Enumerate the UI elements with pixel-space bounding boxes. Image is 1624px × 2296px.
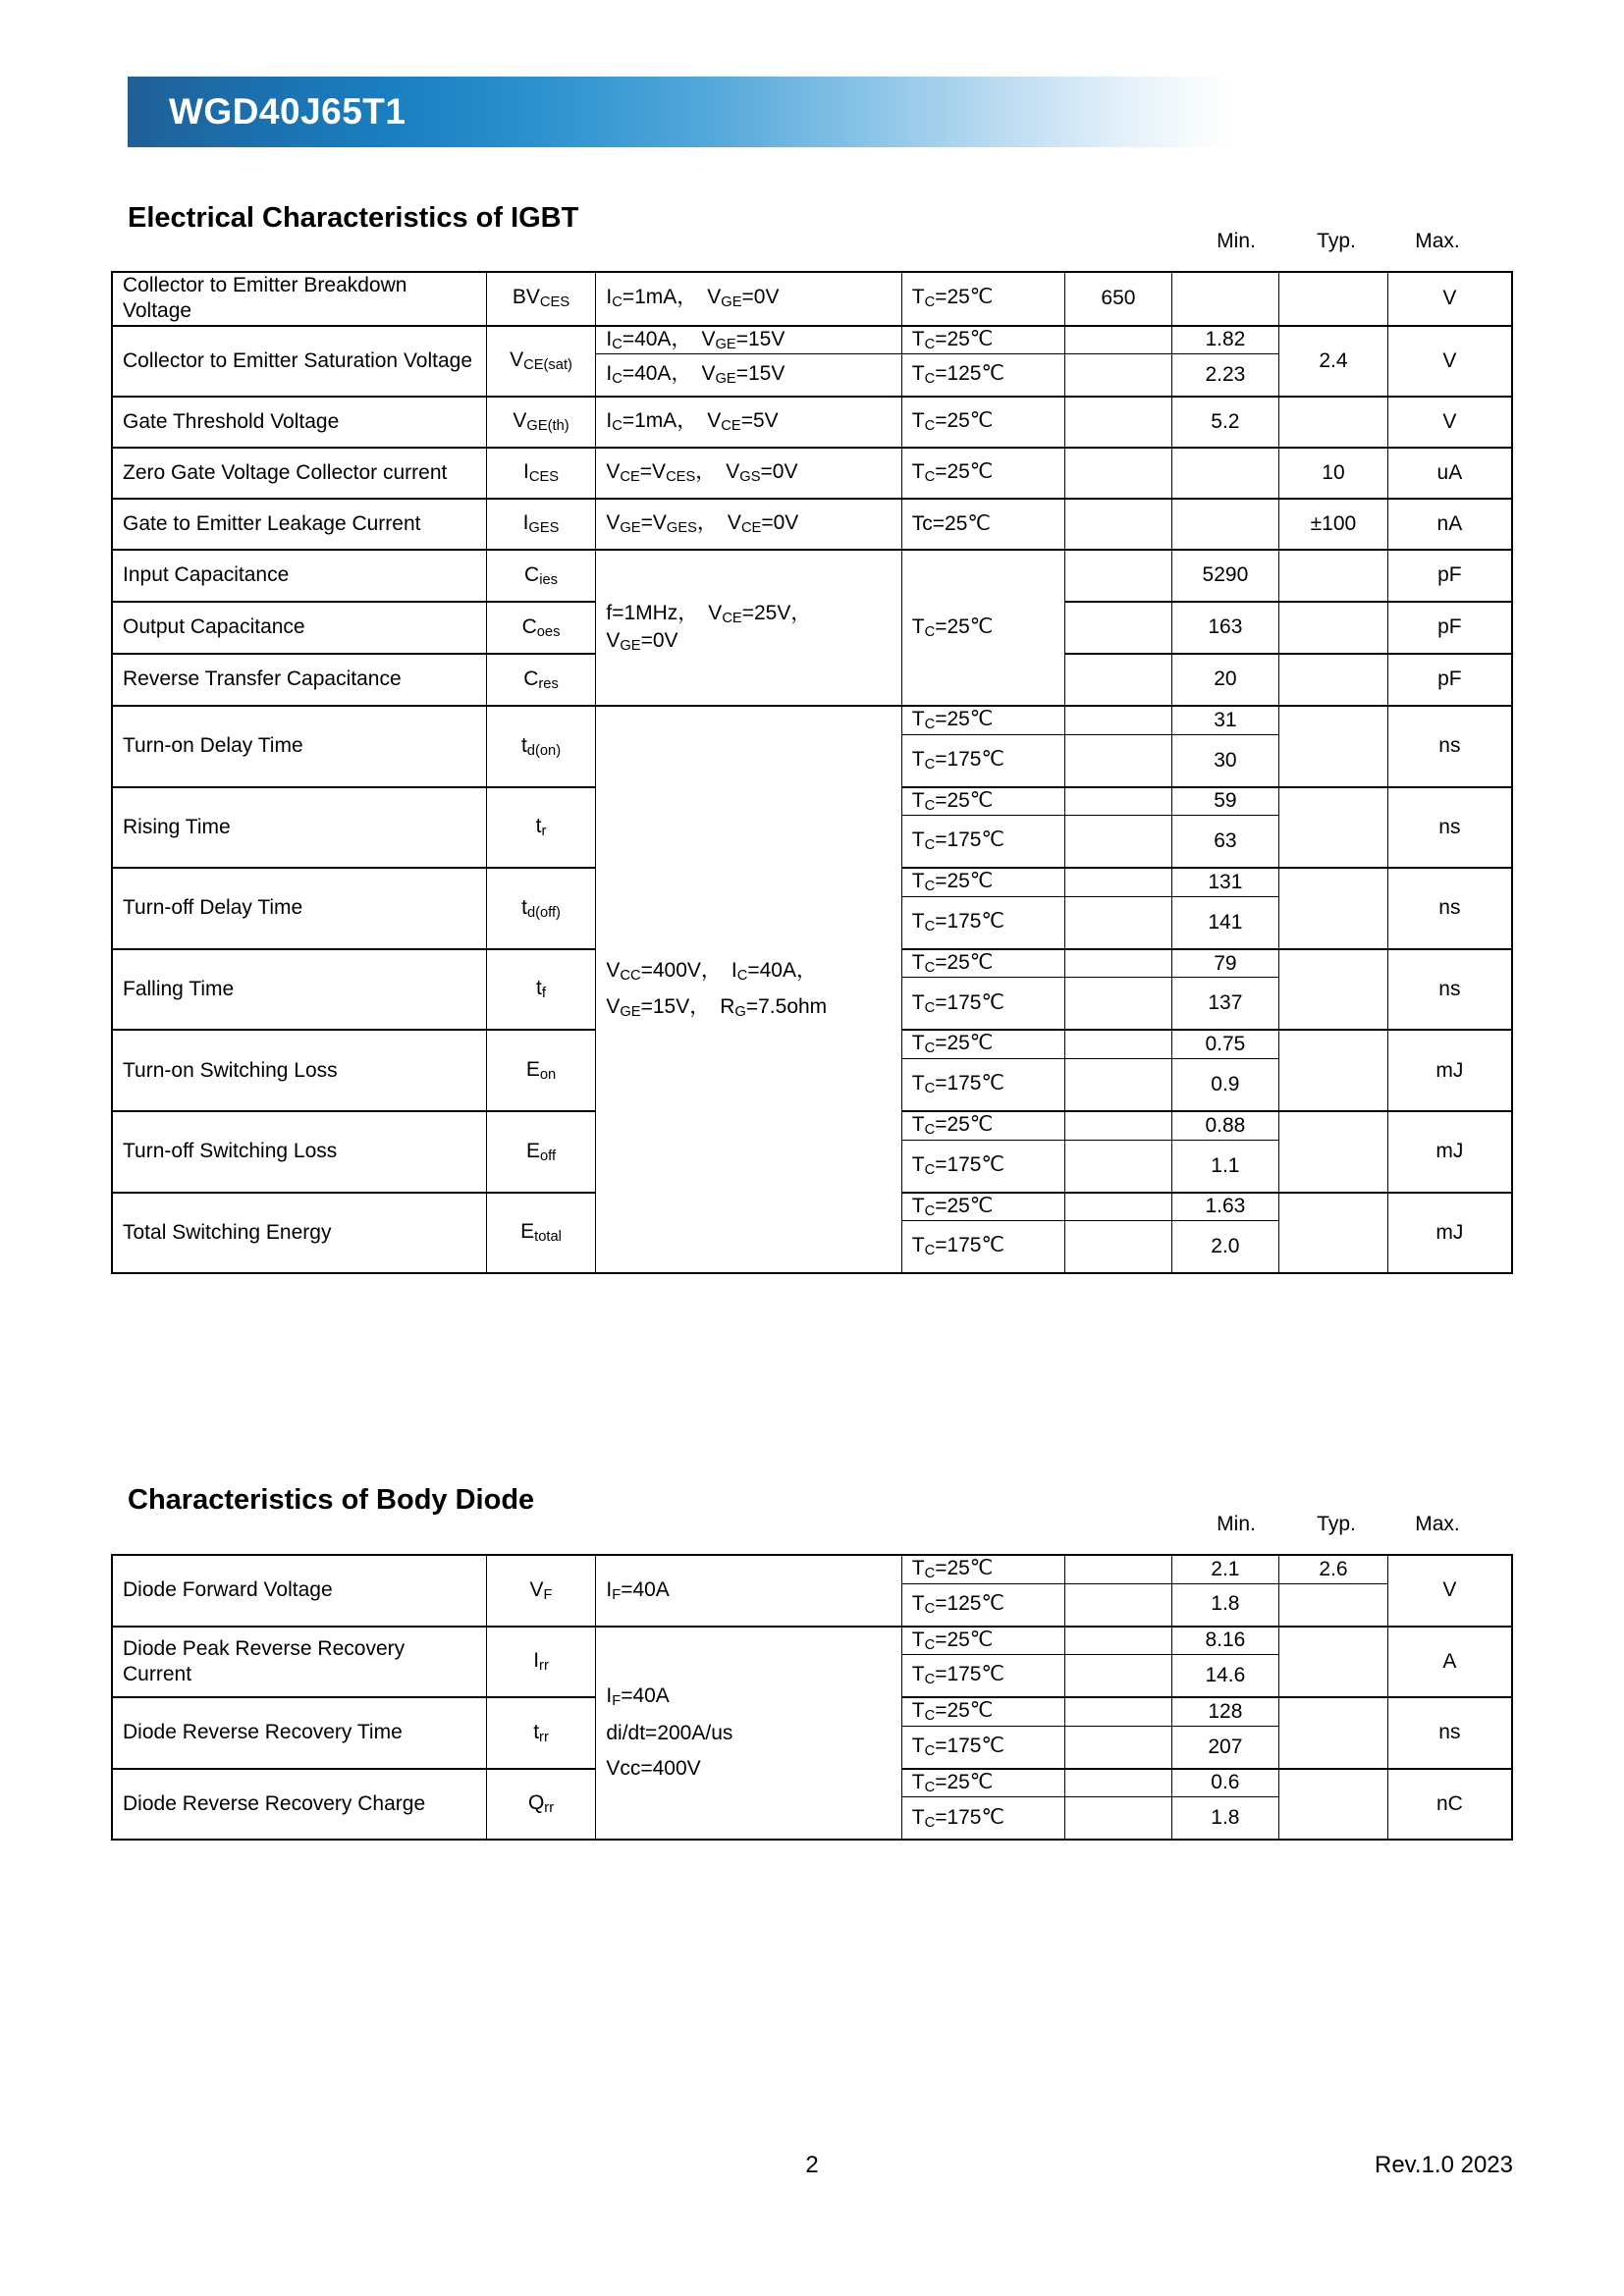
test-temperature: $T_C=25℃$	[901, 1111, 1064, 1140]
value-min	[1065, 1059, 1171, 1112]
param-symbol: $E_{off}$	[486, 1111, 596, 1193]
revision-label: Rev.1.0 2023	[1375, 2152, 1513, 2178]
value-unit: ns	[1387, 787, 1512, 869]
test-condition: $I_F=40A$ di/dt=200A/us Vcc=400V	[596, 1627, 901, 1841]
value-typ: 2.23	[1171, 354, 1279, 398]
section-heading-body-diode: Characteristics of Body Diode	[128, 1484, 535, 1516]
value-unit: ns	[1387, 706, 1512, 787]
value-unit: mJ	[1387, 1193, 1512, 1274]
test-condition: $I_C=40A$， $V_{GE}=15V$	[596, 354, 901, 398]
value-typ	[1171, 448, 1279, 499]
param-name: Diode Reverse Recovery Charge	[112, 1769, 486, 1841]
param-symbol: $C_{oes}$	[486, 602, 596, 654]
value-min	[1065, 1697, 1171, 1726]
value-min	[1065, 1221, 1171, 1274]
label-min: Min.	[1217, 230, 1256, 252]
table-row	[112, 706, 1512, 734]
value-max	[1279, 1193, 1388, 1274]
value-min	[1065, 448, 1171, 499]
param-name: Collector to Emitter Breakdown Voltage	[112, 272, 486, 326]
value-typ: 2.0	[1171, 1221, 1279, 1274]
value-unit: pF	[1387, 550, 1512, 602]
value-max	[1279, 397, 1388, 448]
value-typ: 30	[1171, 734, 1279, 787]
test-condition: $I_C=1mA$， $V_{GE}=0V$	[596, 272, 901, 326]
value-max	[1279, 1111, 1388, 1193]
value-typ	[1171, 272, 1279, 326]
label-typ: Typ.	[1317, 1513, 1356, 1535]
value-typ: 1.82	[1171, 326, 1279, 354]
value-max: 2.4	[1279, 326, 1388, 398]
value-min	[1065, 1030, 1171, 1058]
value-min	[1065, 734, 1171, 787]
value-typ: 59	[1171, 787, 1279, 816]
diode-column-labels	[0, 1513, 1624, 1542]
test-temperature: $T_C=125℃$	[901, 1583, 1064, 1627]
value-max: 2.6	[1279, 1555, 1388, 1583]
value-unit: pF	[1387, 602, 1512, 654]
value-typ: 1.8	[1171, 1797, 1279, 1841]
value-typ: 0.9	[1171, 1059, 1279, 1112]
value-min	[1065, 326, 1171, 354]
value-max	[1279, 787, 1388, 869]
param-symbol: $I_{CES}$	[486, 448, 596, 499]
value-unit: ns	[1387, 868, 1512, 949]
table-row	[112, 550, 1512, 602]
value-unit: ns	[1387, 949, 1512, 1031]
value-min	[1065, 1555, 1171, 1583]
value-min	[1065, 949, 1171, 978]
table-row	[112, 1555, 1512, 1583]
value-min: 650	[1065, 272, 1171, 326]
label-min: Min.	[1217, 1513, 1256, 1535]
igbt-column-labels	[0, 230, 1624, 259]
value-max: ±100	[1279, 499, 1388, 550]
value-typ: 141	[1171, 896, 1279, 949]
test-temperature: $T_C=25℃$	[901, 397, 1064, 448]
value-typ: 1.1	[1171, 1140, 1279, 1193]
part-number-title: WGD40J65T1	[169, 91, 406, 132]
test-temperature: $T_C=175℃$	[901, 816, 1064, 869]
param-name: Total Switching Energy	[112, 1193, 486, 1274]
value-min	[1065, 602, 1171, 654]
test-condition: $I_C=40A$， $V_{GE}=15V$	[596, 326, 901, 354]
table-row	[112, 326, 1512, 354]
param-symbol: $E_{total}$	[486, 1193, 596, 1274]
value-min	[1065, 1111, 1171, 1140]
value-max: 10	[1279, 448, 1388, 499]
test-temperature: $T_C=175℃$	[901, 1140, 1064, 1193]
param-symbol: $Q_{rr}$	[486, 1769, 596, 1841]
body-diode-characteristics-table	[111, 1554, 1513, 1841]
test-temperature: Tc=25℃	[901, 499, 1064, 550]
value-typ: 5290	[1171, 550, 1279, 602]
value-typ: 207	[1171, 1726, 1279, 1769]
param-name: Turn-on Delay Time	[112, 706, 486, 787]
test-temperature: $T_C=175℃$	[901, 978, 1064, 1031]
value-unit: A	[1387, 1627, 1512, 1698]
test-temperature: $T_C=25℃$	[901, 1193, 1064, 1221]
value-min	[1065, 354, 1171, 398]
param-name: Input Capacitance	[112, 550, 486, 602]
value-typ	[1171, 499, 1279, 550]
test-condition: $I_F=40A$	[596, 1555, 901, 1627]
table-row	[112, 1627, 1512, 1655]
param-name: Rising Time	[112, 787, 486, 869]
value-typ: 137	[1171, 978, 1279, 1031]
value-typ: 0.75	[1171, 1030, 1279, 1058]
value-typ: 0.88	[1171, 1111, 1279, 1140]
value-unit: mJ	[1387, 1030, 1512, 1111]
igbt-characteristics-table	[111, 271, 1513, 1274]
value-min	[1065, 499, 1171, 550]
param-symbol: $I_{GES}$	[486, 499, 596, 550]
param-symbol: $BV_{CES}$	[486, 272, 596, 326]
test-temperature: $T_C=175℃$	[901, 1797, 1064, 1841]
param-name: Reverse Transfer Capacitance	[112, 654, 486, 706]
param-symbol: $V_F$	[486, 1555, 596, 1627]
param-symbol: $C_{ies}$	[486, 550, 596, 602]
value-typ: 79	[1171, 949, 1279, 978]
test-temperature: $T_C=25℃$	[901, 550, 1064, 706]
value-typ: 63	[1171, 816, 1279, 869]
test-temperature: $T_C=175℃$	[901, 1221, 1064, 1274]
param-name: Turn-off Delay Time	[112, 868, 486, 949]
test-condition: $I_C=1mA$， $V_{CE}=5V$	[596, 397, 901, 448]
test-temperature: $T_C=25℃$	[901, 868, 1064, 896]
value-min	[1065, 1627, 1171, 1655]
value-typ: 1.8	[1171, 1583, 1279, 1627]
value-min	[1065, 1769, 1171, 1797]
value-max	[1279, 550, 1388, 602]
value-typ: 5.2	[1171, 397, 1279, 448]
param-symbol: $t_{rr}$	[486, 1697, 596, 1769]
value-min	[1065, 1797, 1171, 1841]
value-unit: V	[1387, 272, 1512, 326]
test-temperature: $T_C=175℃$	[901, 734, 1064, 787]
value-min	[1065, 787, 1171, 816]
value-unit: uA	[1387, 448, 1512, 499]
value-unit: nA	[1387, 499, 1512, 550]
value-min	[1065, 1193, 1171, 1221]
param-symbol: $t_{d(on)}$	[486, 706, 596, 787]
param-symbol: $t_r$	[486, 787, 596, 869]
param-name: Zero Gate Voltage Collector current	[112, 448, 486, 499]
value-min	[1065, 1583, 1171, 1627]
test-temperature: $T_C=125℃$	[901, 354, 1064, 398]
value-max	[1279, 706, 1388, 787]
value-typ: 163	[1171, 602, 1279, 654]
value-typ: 2.1	[1171, 1555, 1279, 1583]
test-temperature: $T_C=175℃$	[901, 1655, 1064, 1698]
value-min	[1065, 1140, 1171, 1193]
param-name: Falling Time	[112, 949, 486, 1031]
test-temperature: $T_C=25℃$	[901, 706, 1064, 734]
value-min	[1065, 1726, 1171, 1769]
test-condition: $V_{CC}=400V$， $I_C=40A$， $V_{GE}=15V$， $R_G=7.5ohm$	[596, 706, 901, 1273]
value-typ: 31	[1171, 706, 1279, 734]
test-condition: f=1MHz， $V_{CE}=25V$，$V_{GE}=0V$	[596, 550, 901, 706]
value-typ: 14.6	[1171, 1655, 1279, 1698]
value-max	[1279, 602, 1388, 654]
test-temperature: $T_C=25℃$	[901, 1627, 1064, 1655]
section-heading-igbt: Electrical Characteristics of IGBT	[128, 202, 579, 234]
value-unit: nC	[1387, 1769, 1512, 1841]
value-min	[1065, 397, 1171, 448]
value-min	[1065, 868, 1171, 896]
label-max: Max.	[1415, 1513, 1460, 1535]
param-symbol: $t_f$	[486, 949, 596, 1031]
test-condition: $V_{CE}=V_{CES}$， $V_{GS}=0V$	[596, 448, 901, 499]
page-header-bar	[128, 77, 1237, 147]
param-name: Diode Reverse Recovery Time	[112, 1697, 486, 1769]
param-symbol: $V_{CE(sat)}$	[486, 326, 596, 398]
label-max: Max.	[1415, 230, 1460, 252]
value-min	[1065, 816, 1171, 869]
value-max	[1279, 1583, 1388, 1627]
param-symbol: $I_{rr}$	[486, 1627, 596, 1698]
test-temperature: $T_C=25℃$	[901, 1697, 1064, 1726]
value-min	[1065, 1655, 1171, 1698]
value-min	[1065, 654, 1171, 706]
value-typ: 8.16	[1171, 1627, 1279, 1655]
param-symbol: $C_{res}$	[486, 654, 596, 706]
test-temperature: $T_C=25℃$	[901, 787, 1064, 816]
param-symbol: $V_{GE(th)}$	[486, 397, 596, 448]
test-temperature: $T_C=25℃$	[901, 1030, 1064, 1058]
param-name: Turn-on Switching Loss	[112, 1030, 486, 1111]
page-number: 2	[805, 2152, 819, 2178]
value-unit: V	[1387, 326, 1512, 398]
param-name: Turn-off Switching Loss	[112, 1111, 486, 1193]
value-max	[1279, 654, 1388, 706]
test-temperature: $T_C=25℃$	[901, 272, 1064, 326]
label-typ: Typ.	[1317, 230, 1356, 252]
table-row	[112, 448, 1512, 499]
param-name: Gate to Emitter Leakage Current	[112, 499, 486, 550]
param-name: Gate Threshold Voltage	[112, 397, 486, 448]
param-name: Diode Peak Reverse Recovery Current	[112, 1627, 486, 1698]
value-typ: 128	[1171, 1697, 1279, 1726]
param-name: Output Capacitance	[112, 602, 486, 654]
value-max	[1279, 949, 1388, 1031]
value-unit: pF	[1387, 654, 1512, 706]
value-typ: 20	[1171, 654, 1279, 706]
table-row	[112, 272, 1512, 326]
value-max	[1279, 1030, 1388, 1111]
value-unit: ns	[1387, 1697, 1512, 1769]
value-min	[1065, 550, 1171, 602]
test-temperature: $T_C=25℃$	[901, 448, 1064, 499]
test-temperature: $T_C=25℃$	[901, 326, 1064, 354]
value-max	[1279, 1769, 1388, 1841]
value-unit: mJ	[1387, 1111, 1512, 1193]
param-name: Diode Forward Voltage	[112, 1555, 486, 1627]
test-temperature: $T_C=175℃$	[901, 896, 1064, 949]
test-temperature: $T_C=175℃$	[901, 1726, 1064, 1769]
value-typ: 0.6	[1171, 1769, 1279, 1797]
value-min	[1065, 978, 1171, 1031]
param-symbol: $t_{d(off)}$	[486, 868, 596, 949]
value-max	[1279, 272, 1388, 326]
test-temperature: $T_C=25℃$	[901, 1769, 1064, 1797]
value-typ: 131	[1171, 868, 1279, 896]
param-symbol: $E_{on}$	[486, 1030, 596, 1111]
test-temperature: $T_C=175℃$	[901, 1059, 1064, 1112]
value-unit: V	[1387, 397, 1512, 448]
value-max	[1279, 1697, 1388, 1769]
test-condition: $V_{GE}=V_{GES}$， $V_{CE}=0V$	[596, 499, 901, 550]
page-footer	[0, 2152, 1624, 2191]
value-unit: V	[1387, 1555, 1512, 1627]
param-name: Collector to Emitter Saturation Voltage	[112, 326, 486, 398]
value-max	[1279, 868, 1388, 949]
table-row	[112, 397, 1512, 448]
value-min	[1065, 706, 1171, 734]
test-temperature: $T_C=25℃$	[901, 1555, 1064, 1583]
value-typ: 1.63	[1171, 1193, 1279, 1221]
value-max	[1279, 1627, 1388, 1698]
test-temperature: $T_C=25℃$	[901, 949, 1064, 978]
value-min	[1065, 896, 1171, 949]
table-row	[112, 499, 1512, 550]
